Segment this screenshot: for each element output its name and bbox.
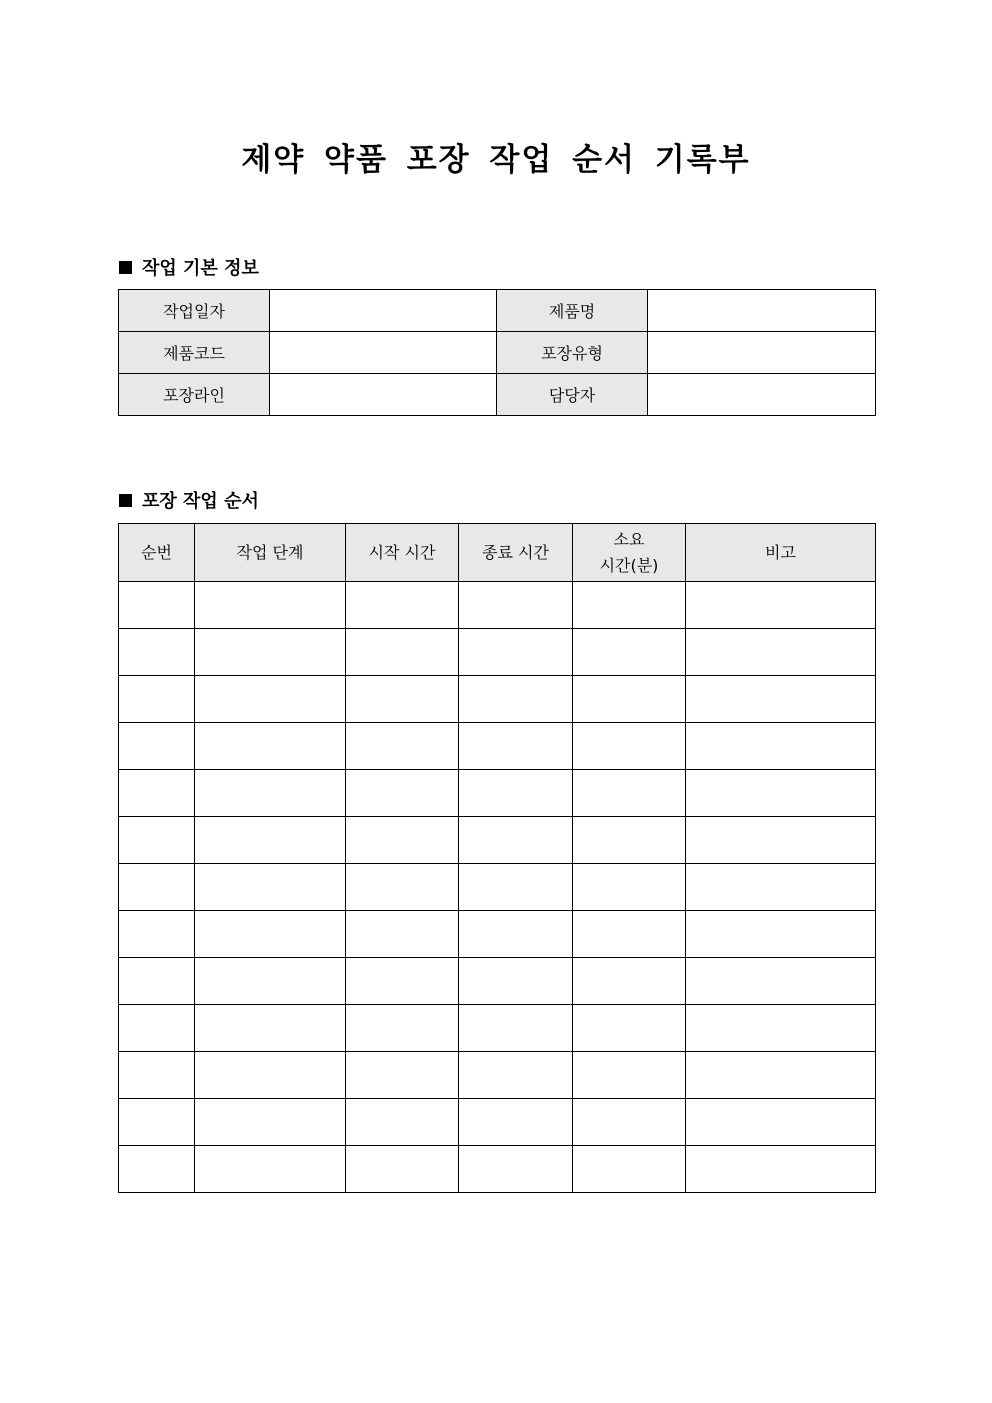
section-heading-label: 포장 작업 순서 — [142, 491, 259, 512]
start-time-cell[interactable] — [346, 1146, 459, 1193]
step-cell[interactable] — [195, 629, 346, 676]
step-cell[interactable] — [195, 1005, 346, 1052]
duration-cell[interactable] — [573, 723, 686, 770]
step-cell[interactable] — [195, 723, 346, 770]
duration-cell[interactable] — [573, 582, 686, 629]
remarks-cell[interactable] — [686, 958, 876, 1005]
start-time-cell[interactable] — [346, 1052, 459, 1099]
info-value-field[interactable] — [270, 332, 497, 374]
start-time-cell[interactable] — [346, 582, 459, 629]
start-time-cell[interactable] — [346, 723, 459, 770]
end-time-cell[interactable] — [459, 582, 573, 629]
basic-info-table — [118, 289, 876, 416]
remarks-cell[interactable] — [686, 1052, 876, 1099]
start-time-cell[interactable] — [346, 817, 459, 864]
start-time-cell[interactable] — [346, 864, 459, 911]
remarks-cell[interactable] — [686, 1099, 876, 1146]
column-header-seq: 순번 — [119, 524, 195, 582]
column-header-duration-line1: 소요 — [613, 529, 645, 549]
end-time-cell[interactable] — [459, 1005, 573, 1052]
table-row — [119, 1146, 876, 1193]
step-cell[interactable] — [195, 911, 346, 958]
seq-cell[interactable] — [119, 958, 195, 1005]
column-header-start-time: 시작 시간 — [346, 524, 459, 582]
seq-cell[interactable] — [119, 723, 195, 770]
info-value-field[interactable] — [270, 290, 497, 332]
table-row — [119, 332, 876, 374]
table-row — [119, 1052, 876, 1099]
step-cell[interactable] — [195, 582, 346, 629]
remarks-cell[interactable] — [686, 1146, 876, 1193]
end-time-cell[interactable] — [459, 676, 573, 723]
duration-cell[interactable] — [573, 676, 686, 723]
remarks-cell[interactable] — [686, 911, 876, 958]
column-header-duration — [573, 524, 686, 582]
seq-cell[interactable] — [119, 911, 195, 958]
table-row — [119, 911, 876, 958]
duration-cell[interactable] — [573, 1052, 686, 1099]
seq-cell[interactable] — [119, 864, 195, 911]
start-time-cell[interactable] — [346, 1099, 459, 1146]
end-time-cell[interactable] — [459, 1099, 573, 1146]
remarks-cell[interactable] — [686, 1005, 876, 1052]
remarks-cell[interactable] — [686, 582, 876, 629]
end-time-cell[interactable] — [459, 911, 573, 958]
section-heading-basic-info — [119, 254, 259, 280]
table-row — [119, 676, 876, 723]
seq-cell[interactable] — [119, 1005, 195, 1052]
column-header-duration-line2: 시간(분) — [599, 555, 659, 575]
table-row — [119, 290, 876, 332]
table-row — [119, 723, 876, 770]
column-header-end-time: 종료 시간 — [459, 524, 573, 582]
info-value-field[interactable] — [648, 332, 876, 374]
table-row — [119, 582, 876, 629]
info-label: 포장라인 — [119, 374, 270, 416]
seq-cell[interactable] — [119, 770, 195, 817]
column-header-remarks: 비고 — [686, 524, 876, 582]
info-label: 포장유형 — [497, 332, 648, 374]
step-cell[interactable] — [195, 770, 346, 817]
remarks-cell[interactable] — [686, 629, 876, 676]
end-time-cell[interactable] — [459, 864, 573, 911]
square-bullet-icon — [119, 261, 132, 274]
sequence-table — [118, 523, 876, 1193]
step-cell[interactable] — [195, 958, 346, 1005]
start-time-cell[interactable] — [346, 770, 459, 817]
section-heading-label: 작업 기본 정보 — [142, 258, 259, 279]
table-row — [119, 374, 876, 416]
seq-cell[interactable] — [119, 676, 195, 723]
end-time-cell[interactable] — [459, 817, 573, 864]
square-bullet-icon — [119, 494, 132, 507]
section-heading-sequence — [119, 487, 259, 513]
info-label: 작업일자 — [119, 290, 270, 332]
info-value-field[interactable] — [648, 290, 876, 332]
end-time-cell[interactable] — [459, 1052, 573, 1099]
step-cell[interactable] — [195, 1146, 346, 1193]
start-time-cell[interactable] — [346, 629, 459, 676]
table-row — [119, 1099, 876, 1146]
info-value-field[interactable] — [270, 374, 497, 416]
seq-cell[interactable] — [119, 1099, 195, 1146]
remarks-cell[interactable] — [686, 723, 876, 770]
start-time-cell[interactable] — [346, 1005, 459, 1052]
duration-cell[interactable] — [573, 629, 686, 676]
remarks-cell[interactable] — [686, 770, 876, 817]
duration-cell[interactable] — [573, 1146, 686, 1193]
end-time-cell[interactable] — [459, 1146, 573, 1193]
start-time-cell[interactable] — [346, 676, 459, 723]
seq-cell[interactable] — [119, 1146, 195, 1193]
end-time-cell[interactable] — [459, 958, 573, 1005]
remarks-cell[interactable] — [686, 864, 876, 911]
table-header-row — [119, 524, 876, 582]
duration-cell[interactable] — [573, 958, 686, 1005]
remarks-cell[interactable] — [686, 817, 876, 864]
seq-cell[interactable] — [119, 629, 195, 676]
step-cell[interactable] — [195, 1052, 346, 1099]
end-time-cell[interactable] — [459, 629, 573, 676]
sequence-table-body — [119, 582, 876, 1193]
table-row — [119, 864, 876, 911]
document-title: 제약 약품 포장 작업 순서 기록부 — [241, 142, 751, 178]
table-row — [119, 1005, 876, 1052]
end-time-cell[interactable] — [459, 723, 573, 770]
start-time-cell[interactable] — [346, 911, 459, 958]
info-label: 담당자 — [497, 374, 648, 416]
seq-cell[interactable] — [119, 817, 195, 864]
duration-cell[interactable] — [573, 817, 686, 864]
remarks-cell[interactable] — [686, 676, 876, 723]
duration-cell[interactable] — [573, 864, 686, 911]
duration-cell[interactable] — [573, 911, 686, 958]
step-cell[interactable] — [195, 817, 346, 864]
step-cell[interactable] — [195, 676, 346, 723]
start-time-cell[interactable] — [346, 958, 459, 1005]
info-value-field[interactable] — [648, 374, 876, 416]
duration-cell[interactable] — [573, 1005, 686, 1052]
end-time-cell[interactable] — [459, 770, 573, 817]
table-row — [119, 958, 876, 1005]
table-row — [119, 629, 876, 676]
step-cell[interactable] — [195, 864, 346, 911]
column-header-step: 작업 단계 — [195, 524, 346, 582]
seq-cell[interactable] — [119, 582, 195, 629]
table-row — [119, 817, 876, 864]
duration-cell[interactable] — [573, 770, 686, 817]
seq-cell[interactable] — [119, 1052, 195, 1099]
duration-cell[interactable] — [573, 1099, 686, 1146]
info-label: 제품코드 — [119, 332, 270, 374]
table-row — [119, 770, 876, 817]
info-label: 제품명 — [497, 290, 648, 332]
step-cell[interactable] — [195, 1099, 346, 1146]
